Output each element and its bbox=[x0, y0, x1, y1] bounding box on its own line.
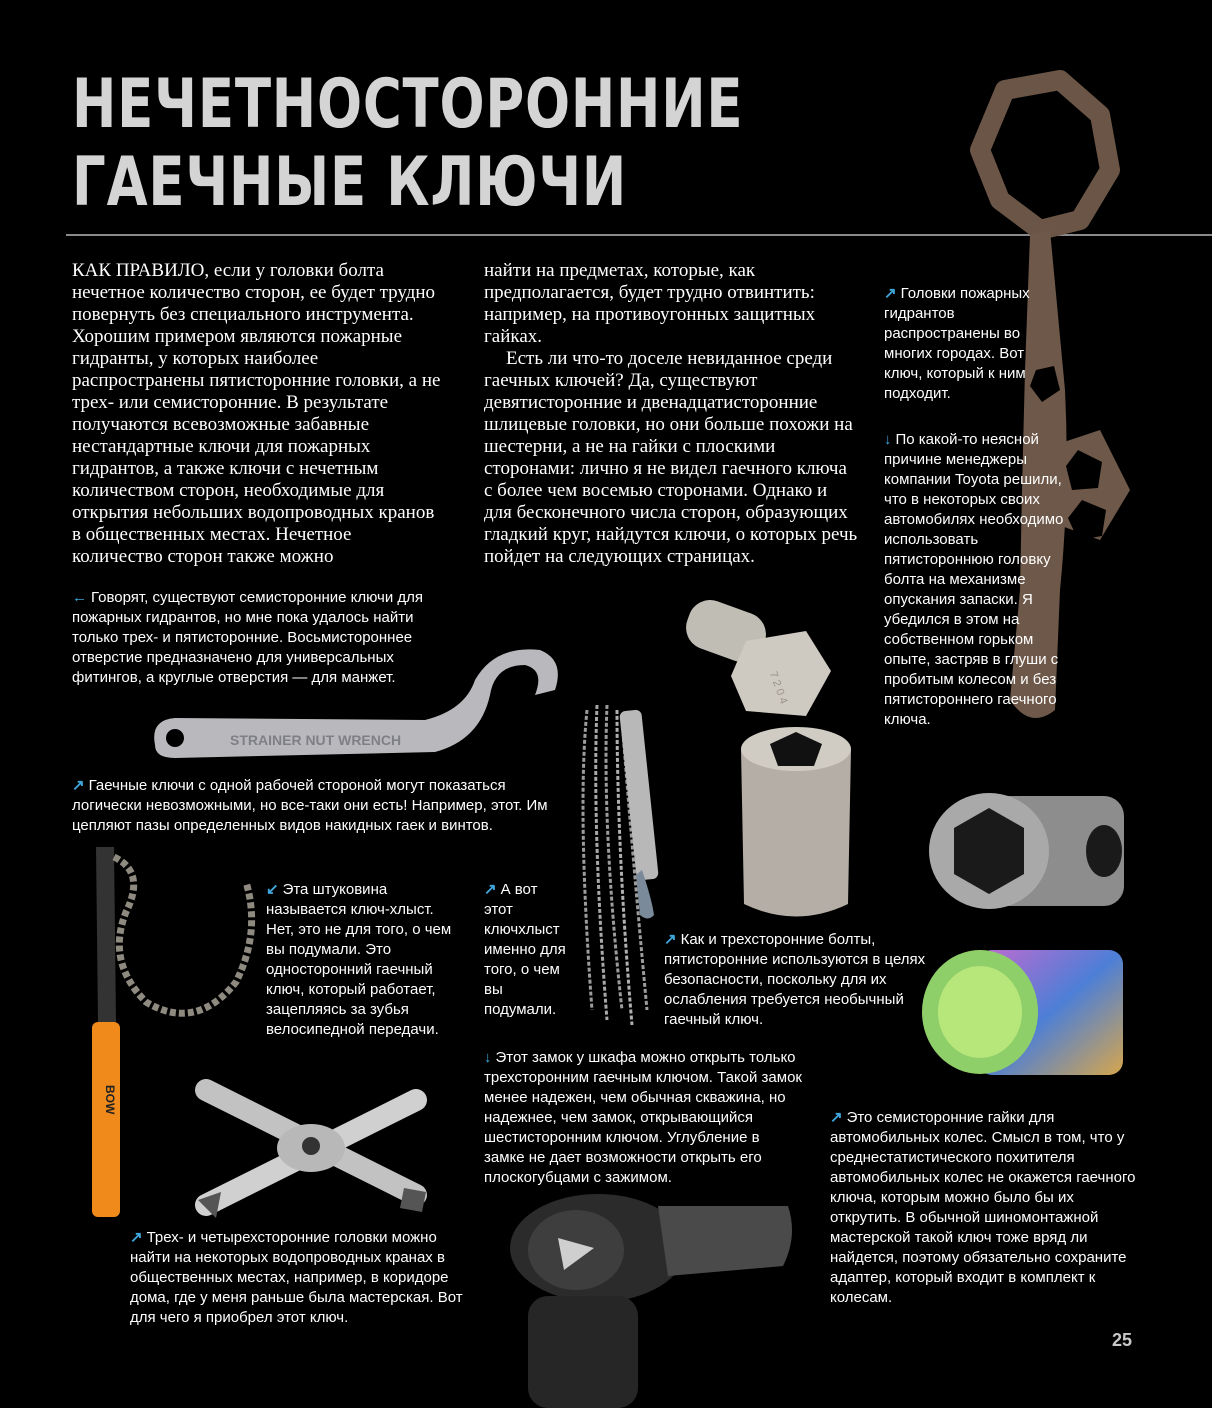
caption-pentagon-bolts bbox=[664, 930, 934, 1030]
pentagon-socket-image bbox=[736, 724, 856, 924]
body-paragraph: найти на предметах, которые, как предполагается, будет трудно отвинтить: например, на противоугонных защитных гайках. bbox=[484, 260, 816, 347]
caption-lug-nuts bbox=[830, 1108, 1140, 1308]
arrow-up-right-icon: ↗ bbox=[72, 777, 85, 794]
arrow-left-icon: ← bbox=[72, 589, 87, 606]
caption-whip-joke bbox=[484, 880, 568, 1020]
caption-cabinet-lock bbox=[484, 1048, 804, 1188]
rainbow-lug-nut-image bbox=[918, 930, 1138, 1090]
body-paragraph: Есть ли что-то доселе невиданное среди гаечных ключей? Да, существуют девятисторонние и двенадцатисторонние шлицевые головки, но они больше похожи на шестерни, а не на гайки с плоскими сторонами: лично я не видел гаечного ключа с более чем восемью сторонами. Однако и для бесконечного числа сторон, образующих гладкий круг, найдутся ключи, о которых речь пойдет на следующих страницах. bbox=[484, 348, 858, 567]
caption-cross-key bbox=[130, 1228, 470, 1328]
hex-socket-image bbox=[924, 786, 1144, 916]
caption-text: Головки пожарных гидрантов распространены во многих городах. Вот ключ, который к ним подходит. bbox=[884, 285, 1030, 402]
caption-text: Говорят, существуют семисторонние ключи для пожарных гидрантов, но мне пока удалось найти только трех- и пятисторонние. Восьмистороннее отверстие предназначено для универсальных фитингов, а круглые отверстия — для манжет. bbox=[72, 589, 424, 686]
arrow-down-icon: ↓ bbox=[484, 1049, 492, 1066]
cabinet-lock-image bbox=[498, 1186, 798, 1408]
caption-text: Этот замок у шкафа можно открыть только трехсторонним гаечным ключом. Такой замок менее надежен, чем обычная скважина, но надежнее, чем замок, открывающийся шестисторонним ключом. Углубление в замке не дает возможности открыть его плоскогубцами с зажимом. bbox=[484, 1049, 802, 1186]
arrow-up-right-icon: ↗ bbox=[484, 881, 497, 898]
caption-one-sided bbox=[72, 776, 572, 836]
cross-key-image bbox=[186, 1080, 436, 1220]
caption-chain-whip bbox=[266, 880, 456, 1040]
caption-toyota bbox=[884, 430, 1074, 730]
page-title bbox=[72, 66, 743, 222]
arrow-up-right-icon: ↗ bbox=[830, 1109, 843, 1126]
pentagon-bolt-image bbox=[686, 596, 836, 726]
body-paragraph: КАК ПРАВИЛО, если у головки болта нечетное количество сторон, ее будет трудно повернуть без специального инструмента. Хорошим примером являются пожарные гидранты, у которых наиболее распространены пятисторонние головки, а не трех- или семисторонние. В результате получаются всевозможные забавные нестандартные ключи для пожарных гидрантов, а также ключи с нечетным количеством сторон, необходимые для открытия небольших водопроводных кранов в общественных местах. Нечетное количество сторон также можно bbox=[72, 260, 441, 567]
arrow-up-right-icon: ↗ bbox=[130, 1229, 143, 1246]
bolt-stamp-text: 7 2 0 4 bbox=[766, 669, 790, 706]
caption-text: Как и трехсторонние болты, пятисторонние используются в целях безопасности, поскольку для их ослабления требуется необычный гаечный ключ. bbox=[664, 931, 926, 1028]
title-line-2: ГАЕЧНЫЕ КЛЮЧИ bbox=[72, 143, 628, 222]
body-column-1 bbox=[72, 260, 444, 568]
caption-text: Это семисторонние гайки для автомобильных колес. Смысл в том, что у среднестатистического похитителя автомобильных колес не окажется гаечного ключа, которым можно было бы их открутить. В обычной шиномонтажной мастерской такой ключ тоже вряд ли найдется, поэтому обязательно сохраните адаптер, который входит в комплект к колесам. bbox=[830, 1109, 1136, 1306]
arrow-down-left-icon: ↙ bbox=[266, 881, 279, 898]
arrow-up-right-icon: ↗ bbox=[664, 931, 677, 948]
title-line-1: НЕЧЕТНОСТОРОННИЕ bbox=[72, 65, 744, 144]
body-column-2 bbox=[484, 260, 858, 568]
wrench-stamp-text: STRAINER NUT WRENCH bbox=[230, 732, 402, 748]
caption-text: А вот этот ключхлыст именно для того, о чем вы подумали. bbox=[484, 881, 566, 1018]
strainer-nut-wrench-image bbox=[145, 640, 565, 770]
chain-whip-logo-text: BOW bbox=[103, 1085, 117, 1115]
caption-text: По какой-то неясной причине менеджеры компании Toyota решили, что в некоторых своих автомобилях необходимо использовать пятистороннюю головку болта на механизме опускания запаски. Я убедился в этом на собственном горьком опыте, застряв в глуши с пробитым колесом и без пятистороннего гаечного ключа. bbox=[884, 431, 1064, 728]
caption-hydrant-heads bbox=[884, 284, 1044, 404]
arrow-up-right-icon: ↗ bbox=[884, 285, 897, 302]
caption-text: Гаечные ключи с одной рабочей стороной могут показаться логически невозможными, но все-таки они есть! Например, этот. Им цепляют пазы определенных видов накидных гаек и винтов. bbox=[72, 777, 548, 834]
caption-text: Трех- и четырехсторонние головки можно найти на некоторых водопроводных кранах в общественных местах, например, в коридоре дома, где у меня раньше была мастерская. Вот для чего я приобрел этот ключ. bbox=[130, 1229, 463, 1326]
page-number: 25 bbox=[1112, 1330, 1133, 1350]
caption-text: Эта штуковина называется ключ-хлыст. Нет, это не для того, о чем вы подумали. Это односторонний гаечный ключ, который работает, зацепляясь за зубья велосипедной передачи. bbox=[266, 881, 452, 1038]
arrow-down-icon: ↓ bbox=[884, 431, 892, 448]
